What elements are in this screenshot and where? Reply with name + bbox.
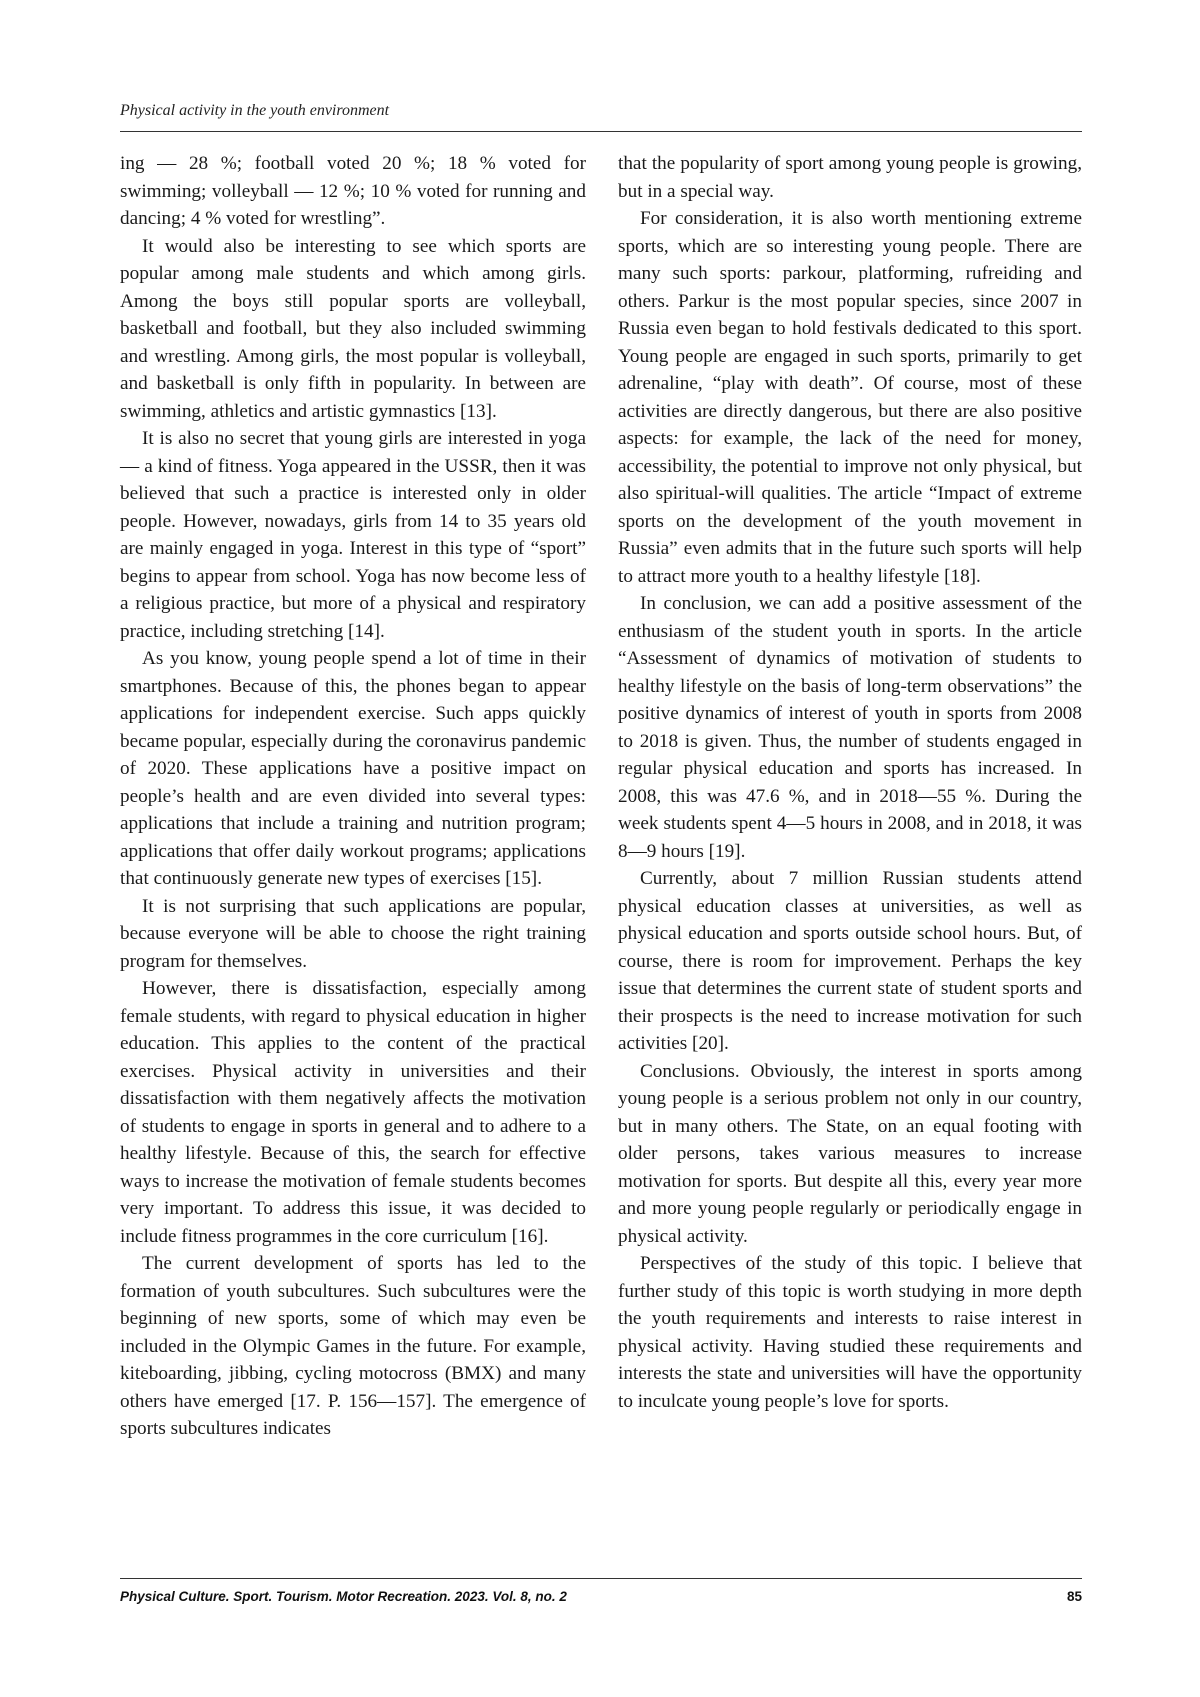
paragraph: The current development of sports has led to the formation of youth subcultures. Such subcultures were the beginning of new sports, some of which may even be included in the Olympic Games in the future. For example, kiteboarding, jibbing, cycling motocross (BMX) and many others have emerged [17. P. 156—157]. The emergence of sports subcultures indicates xyxy=(120,1253,586,1439)
paragraph: However, there is dissatisfaction, especially among female students, with regard to physical education in higher education. This applies to the content of the practical exercises. Physical activity in universities and their dissatisfaction with them negatively affects the motivation of students to engage in sports in general and to adhere to a healthy lifestyle. Because of this, the search for effective ways to increase the motivation of female students becomes very important. To address this issue, it was decided to include fitness programmes in the core curriculum [16]. xyxy=(120,978,586,1247)
paragraph: that the popularity of sport among young people is growing, but in a special way. xyxy=(618,153,1082,202)
paragraph: ing — 28 %; football voted 20 %; 18 % voted for swimming; volleyball — 12 %; 10 % voted for running and dancing; 4 % voted for wrestling”. xyxy=(120,153,586,229)
paragraph: It is not surprising that such applications are popular, because everyone will be able to choose the right training program for themselves. xyxy=(120,895,586,972)
paragraph: In conclusion, we can add a positive assessment of the enthusiasm of the student youth in sports. In the article “Assessment of dynamics of motivation of students to healthy lifestyle on the basis of long-term observations” the positive dynamics of interest of youth in sports from 2008 to 2018 is given. Thus, the number of students engaged in regular physical education and sports has increased. In 2008, this was 47.6 %, and in 2018—55 %. During the week students spent 4—5 hours in 2008, and in 2018, it was 8—9 hours [19]. xyxy=(618,593,1082,862)
footer-rule xyxy=(120,1578,1082,1579)
paragraph: It would also be interesting to see which sports are popular among male students and which among girls. Among the boys still popular sports are volleyball, basketball and football, but they also included swimming and wrestling. Among girls, the most popular is volleyball, and basketball is only fifth in popularity. In between are swimming, athletics and artistic gymnastics [13]. xyxy=(120,235,586,422)
paragraph: For consideration, it is also worth mentioning extreme sports, which are so interesting young people. There are many such sports: parkour, platforming, rufreiding and others. Parkur is the most popular species, since 2007 in Russia even began to hold festivals dedicated to this sport. Young people are engaged in such sports, primarily to get adrenaline, “play with death”. Of course, most of these activities are directly dangerous, but there are also positive aspects: for example, the lack of the need for money, accessibility, the potential to improve not only physical, but also spiritual-will qualities. The article “Impact of extreme sports on the development of the youth movement in Russia” even admits that in the future such sports will help to attract more youth to a healthy lifestyle [18]. xyxy=(618,208,1082,587)
header-rule xyxy=(120,131,1082,132)
page-number: 85 xyxy=(1066,1589,1082,1604)
paragraph: Perspectives of the study of this topic. I believe that further study of this topic is worth studying in more depth the youth requirements and interests to raise interest in physical activity. Having studied these requirements and interests the state and universities will have the opportunity to inculcate young people’s love for sports. xyxy=(618,1253,1082,1412)
paragraph: Currently, about 7 million Russian students attend physical education classes at universities, as well as physical education and sports outside school hours. But, of course, there is room for improvement. Perhaps the key issue that determines the current state of student sports and their prospects is the need to increase motivation for such activities [20]. xyxy=(618,868,1082,1054)
left-column xyxy=(120,150,586,1443)
journal-citation: Physical Culture. Sport. Tourism. Motor Recreation. 2023. Vol. 8, no. 2 xyxy=(120,1589,567,1604)
paragraph: It is also no secret that young girls are interested in yoga — a kind of fitness. Yoga appeared in the USSR, then it was believed that such a practice is interested only in older people. However, nowadays, girls from 14 to 35 years old are mainly engaged in yoga. Interest in this type of “sport” begins to appear from school. Yoga has now become less of a religious practice, but more of a physical and respiratory practice, including stretching [14]. xyxy=(120,428,586,642)
right-column xyxy=(618,150,1082,1415)
paragraph: Conclusions. Obviously, the interest in sports among young people is a serious problem not only in our country, but in many others. The State, on an equal footing with older persons, takes various measures to increase motivation for sports. But despite all this, every year more and more young people regularly or periodically engage in physical activity. xyxy=(618,1060,1082,1247)
paragraph: As you know, young people spend a lot of time in their smartphones. Because of this, the phones began to appear applications for independent exercise. Such apps quickly became popular, especially during the coronavirus pandemic of 2020. These applications have a positive impact on people’s health and are even divided into several types: applications that include a training and nutrition program; applications that offer daily workout programs; applications that continuously generate new types of exercises [15]. xyxy=(120,648,586,889)
running-title: Physical activity in the youth environment xyxy=(120,102,390,119)
